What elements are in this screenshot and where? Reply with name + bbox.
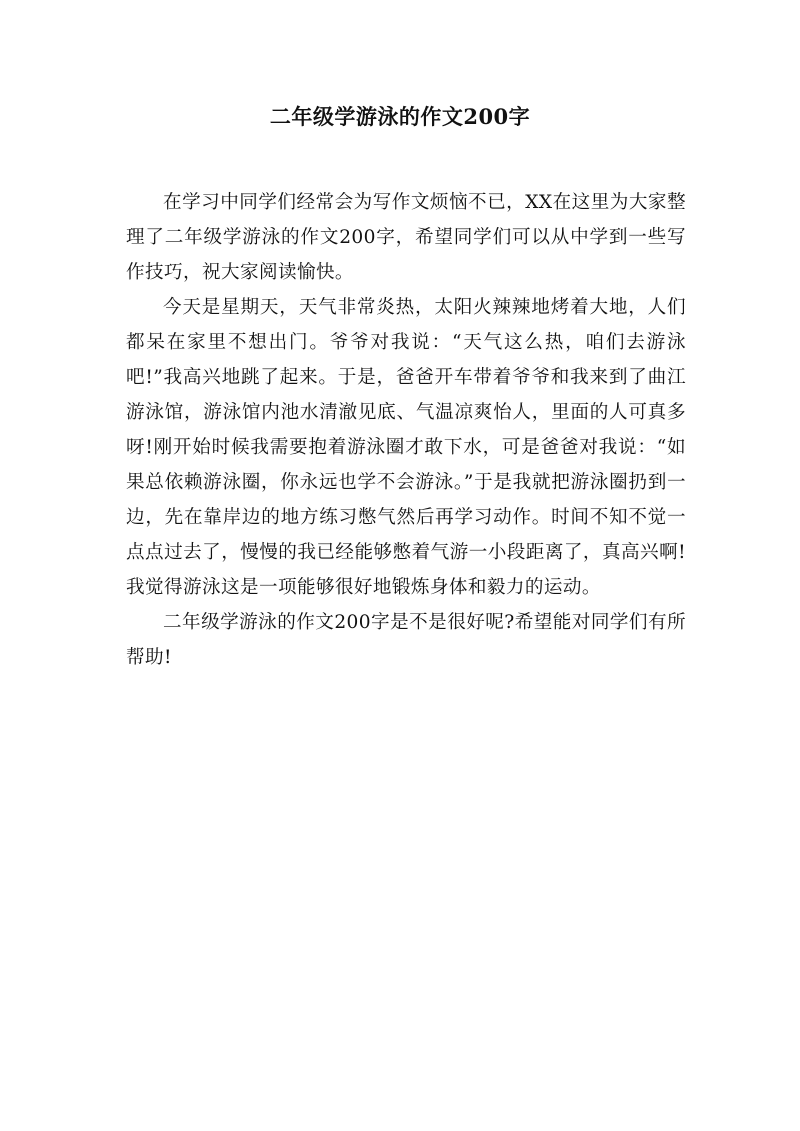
document-body bbox=[126, 185, 686, 675]
paragraph-story: 今天是星期天，天气非常炎热，太阳火辣辣地烤着大地，人们都呆在家里不想出门。爷爷对我说：“天气这么热，咱们去游泳吧!”我高兴地跳了起来。于是，爸爸开车带着爷爷和我来到了曲江游泳馆，游泳馆内池水清澈见底、气温凉爽怡人，里面的人可真多呀!刚开始时候我需要抱着游泳圈才敢下水，可是爸爸对我说：“如果总依赖游泳圈，你永远也学不会游泳。”于是我就把游泳圈扔到一边，先在靠岸边的地方练习憋气然后再学习动作。时间不知不觉一点点过去了，慢慢的我已经能够憋着气游一小段距离了，真高兴啊!我觉得游泳这是一项能够很好地锻炼身体和毅力的运动。 bbox=[126, 297, 686, 598]
document-title: 二年级学游泳的作文200字 bbox=[269, 104, 531, 129]
paragraph-closing: 二年级学游泳的作文200字是不是很好呢?希望能对同学们有所帮助! bbox=[126, 612, 686, 668]
paragraph-intro: 在学习中同学们经常会为写作文烦恼不已，XX在这里为大家整理了二年级学游泳的作文200字，希望同学们可以从中学到一些写作技巧，祝大家阅读愉快。 bbox=[126, 192, 686, 283]
